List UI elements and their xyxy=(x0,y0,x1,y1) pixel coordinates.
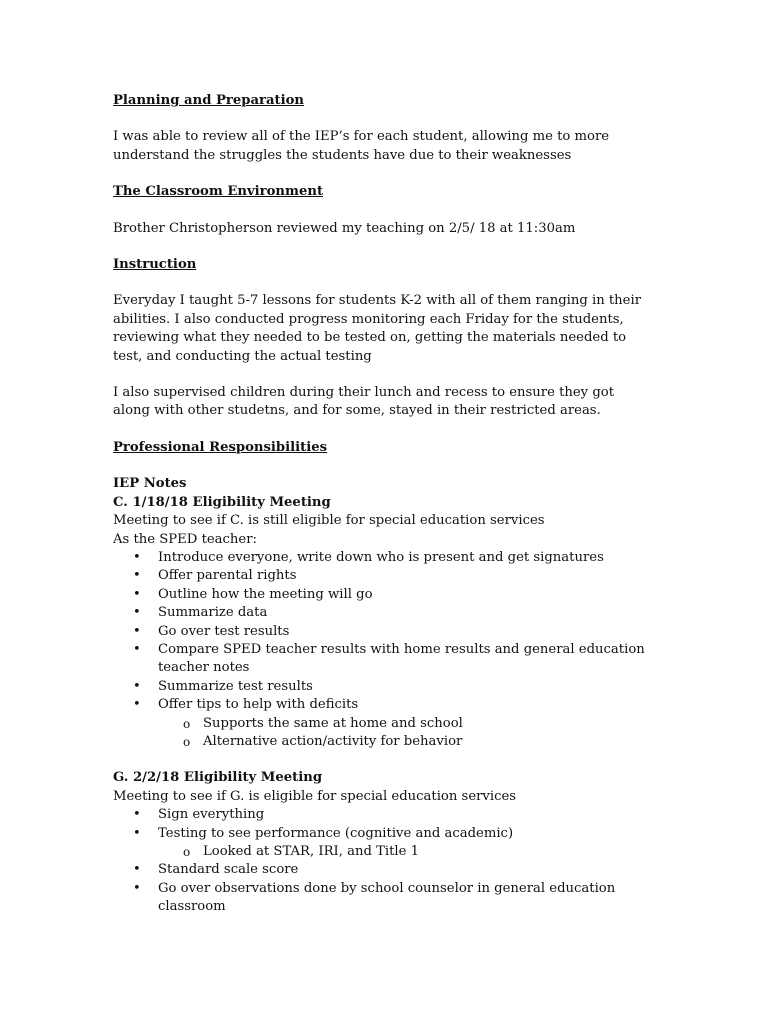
meeting-c-bullet-list xyxy=(113,549,653,715)
bullet-icon: • xyxy=(133,549,141,565)
list-item xyxy=(113,567,653,585)
list-item xyxy=(113,696,653,714)
bullet-icon: • xyxy=(133,678,141,694)
paragraph-instruction-2: I also supervised children during their lunch and recess to ensure they got along with other studetns, and for some, stayed in their restricted areas. xyxy=(113,385,615,419)
bullet-icon: • xyxy=(133,605,141,621)
list-item xyxy=(113,825,653,843)
document-page xyxy=(113,92,653,917)
list-item xyxy=(113,549,653,567)
meeting-c-title: C. 1/18/18 Eligibility Meeting xyxy=(113,494,331,510)
list-item xyxy=(113,586,653,604)
sub-list-item xyxy=(113,715,653,733)
meeting-g-bullet-list-b xyxy=(113,861,653,916)
list-item xyxy=(113,806,653,824)
bullet-icon: • xyxy=(133,880,141,896)
meeting-g-purpose: Meeting to see if G. is eligible for special education services xyxy=(113,788,517,804)
list-item-text: Go over test results xyxy=(158,623,290,639)
paragraph-instruction-1: Everyday I taught 5-7 lessons for students K-2 with all of them ranging in their abilities. I also conducted progress monitoring each Friday for the students, reviewing what they needed to be tested on, getting the materials needed to test, and conducting the actual testing xyxy=(113,293,642,364)
list-item xyxy=(113,678,653,696)
bullet-icon: • xyxy=(133,568,141,584)
meeting-g-title: G. 2/2/18 Eligibility Meeting xyxy=(113,770,323,786)
meeting-g-sub-bullet-list xyxy=(113,843,653,861)
meeting-g-bullet-list-a xyxy=(113,806,653,843)
sub-list-item-text: Supports the same at home and school xyxy=(203,715,463,731)
circle-bullet-icon: o xyxy=(183,716,191,731)
list-item-text: Summarize test results xyxy=(158,678,313,694)
sub-list-item-text: Alternative action/activity for behavior xyxy=(203,733,463,749)
list-item-text: Testing to see performance (cognitive and academic) xyxy=(158,825,514,841)
circle-bullet-icon: o xyxy=(183,845,191,859)
list-item-text: Offer tips to help with deficits xyxy=(158,697,359,713)
iep-notes-title: IEP Notes xyxy=(113,476,187,492)
list-item-text: Compare SPED teacher results with home results and general education teacher notes xyxy=(158,641,645,676)
paragraph-classroom-environment: Brother Christopherson reviewed my teaching on 2/5/ 18 at 11:30am xyxy=(113,220,576,236)
bullet-icon: • xyxy=(133,862,141,878)
sub-list-item xyxy=(113,843,653,861)
bullet-icon: • xyxy=(133,697,141,713)
bullet-icon: • xyxy=(133,641,141,657)
sub-list-item xyxy=(113,733,653,751)
bullet-icon: • xyxy=(133,586,141,602)
list-item xyxy=(113,880,653,917)
list-item-text: Offer parental rights xyxy=(158,568,297,584)
heading-classroom-environment: The Classroom Environment xyxy=(113,184,324,200)
list-item xyxy=(113,604,653,622)
heading-planning: Planning and Preparation xyxy=(113,93,304,108)
bullet-icon: • xyxy=(133,807,141,823)
circle-bullet-icon: o xyxy=(183,734,191,749)
list-item xyxy=(113,623,653,641)
list-item xyxy=(113,861,653,879)
list-item-text: Standard scale score xyxy=(158,862,299,878)
meeting-c-role: As the SPED teacher: xyxy=(113,531,257,547)
list-item-text: Go over observations done by school counselor in general education classroom xyxy=(158,880,616,915)
list-item xyxy=(113,641,653,678)
heading-professional-responsibilities: Professional Responsibilities xyxy=(113,439,328,455)
heading-instruction: Instruction xyxy=(113,257,197,273)
bullet-icon: • xyxy=(133,825,141,841)
meeting-c-purpose: Meeting to see if C. is still eligible for special education services xyxy=(113,513,545,529)
list-item-text: Introduce everyone, write down who is present and get signatures xyxy=(158,549,604,565)
paragraph-planning: I was able to review all of the IEP’s for each student, allowing me to more understand the struggles the students have due to their weaknesses xyxy=(113,129,610,163)
sub-list-item-text: Looked at STAR, IRI, and Title 1 xyxy=(203,844,420,859)
bullet-icon: • xyxy=(133,623,141,639)
list-item-text: Summarize data xyxy=(158,605,268,621)
list-item-text: Outline how the meeting will go xyxy=(158,586,373,602)
meeting-c-sub-bullet-list xyxy=(113,715,653,752)
list-item-text: Sign everything xyxy=(158,807,265,823)
